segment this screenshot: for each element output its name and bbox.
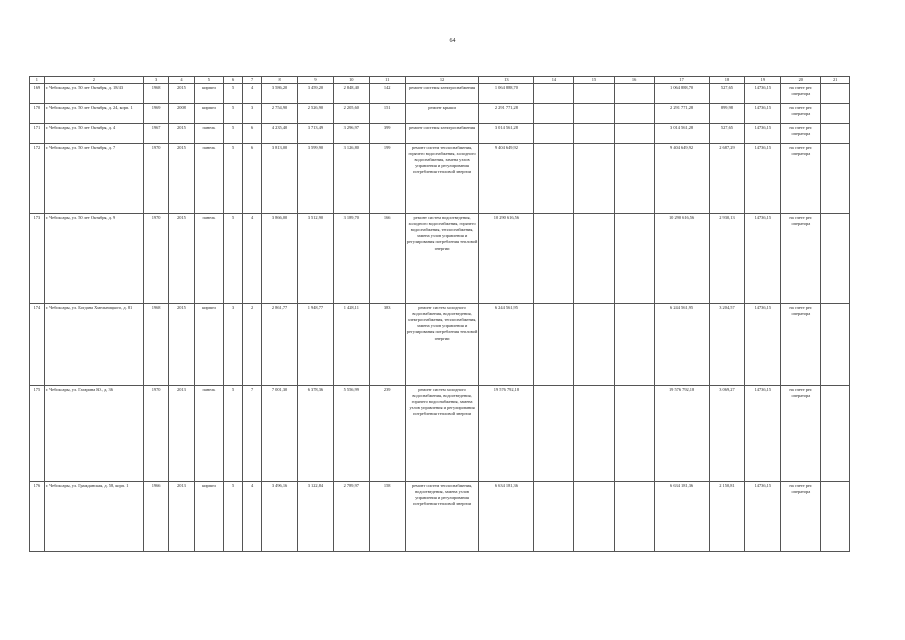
cell-works: ремонт систем теплоснабжения, горячего водоснабжения, холодного водоснабжения, замена узлов управления и регулирования потребления тепловой энергии bbox=[405, 144, 479, 214]
cell-year-built: 1967 bbox=[143, 124, 168, 144]
cell-floors: 5 bbox=[224, 386, 243, 482]
cell-num: 171 bbox=[30, 124, 45, 144]
cell-num: 172 bbox=[30, 144, 45, 214]
cell-limit-cost: 14736,15 bbox=[745, 84, 781, 104]
column-header: 12 bbox=[405, 77, 479, 84]
cell-entrances: 4 bbox=[243, 214, 262, 304]
column-header: 8 bbox=[262, 77, 298, 84]
column-header: 16 bbox=[614, 77, 654, 84]
cell-material: кирпич bbox=[194, 84, 224, 104]
cell-area-total: 3 586,20 bbox=[262, 84, 298, 104]
cell-cost-15 bbox=[574, 104, 614, 124]
cell-col21 bbox=[821, 124, 850, 144]
cell-material: панель bbox=[194, 214, 224, 304]
column-header: 9 bbox=[298, 77, 334, 84]
cell-cost-17: 1 064 888,70 bbox=[654, 84, 709, 104]
column-header: 13 bbox=[479, 77, 534, 84]
cell-area-living: 6 378,36 bbox=[298, 386, 334, 482]
cell-cost-15 bbox=[574, 84, 614, 104]
cell-material: панель bbox=[194, 124, 224, 144]
cell-address: г. Чебоксары, ул. Богдана Хмельницкого, д. 81 bbox=[44, 304, 143, 386]
cell-cost-17: 6 244 561,95 bbox=[654, 304, 709, 386]
cell-num: 170 bbox=[30, 104, 45, 124]
cell-year-plan: 2015 bbox=[169, 304, 194, 386]
cell-cost-per-m2: 527,65 bbox=[709, 124, 745, 144]
cell-num: 169 bbox=[30, 84, 45, 104]
header-row bbox=[30, 77, 850, 84]
cell-cost-16 bbox=[614, 144, 654, 214]
cell-source: на счете рег. оператора bbox=[781, 386, 821, 482]
cell-num: 174 bbox=[30, 304, 45, 386]
cell-cost-16 bbox=[614, 104, 654, 124]
cell-area-living: 2 526,90 bbox=[298, 104, 334, 124]
cell-num: 176 bbox=[30, 482, 45, 552]
cell-cost-14 bbox=[534, 386, 574, 482]
cell-cost-total: 10 290 616,56 bbox=[479, 214, 534, 304]
cell-residents: 399 bbox=[369, 124, 405, 144]
column-header: 7 bbox=[243, 77, 262, 84]
cell-works: ремонт систем холодного водоснабжения, водоотведения, электроснабжения, теплоснабжения, замена узлов управления и регулирования потребления тепловой энергии bbox=[405, 304, 479, 386]
table-row bbox=[30, 144, 850, 214]
cell-area-res: 3 126,80 bbox=[333, 144, 369, 214]
cell-cost-total: 1 064 888,70 bbox=[479, 84, 534, 104]
cell-cost-per-m2: 899,98 bbox=[709, 104, 745, 124]
cell-area-total: 3 866,00 bbox=[262, 214, 298, 304]
cell-cost-16 bbox=[614, 124, 654, 144]
cell-limit-cost: 14736,15 bbox=[745, 304, 781, 386]
cell-cost-16 bbox=[614, 84, 654, 104]
table-row bbox=[30, 104, 850, 124]
cell-area-res: 2 789,97 bbox=[333, 482, 369, 552]
cell-area-living: 3 122,84 bbox=[298, 482, 334, 552]
column-header: 6 bbox=[224, 77, 243, 84]
table-row bbox=[30, 214, 850, 304]
cell-floors: 5 bbox=[224, 214, 243, 304]
cell-address: г. Чебоксары, ул. Гагарина Ю., д. 36 bbox=[44, 386, 143, 482]
cell-limit-cost: 14736,15 bbox=[745, 144, 781, 214]
cell-cost-total: 3 014 561,28 bbox=[479, 124, 534, 144]
cell-cost-17: 3 014 561,28 bbox=[654, 124, 709, 144]
cell-col21 bbox=[821, 304, 850, 386]
cell-year-plan: 2013 bbox=[169, 386, 194, 482]
cell-year-plan: 2015 bbox=[169, 144, 194, 214]
cell-floors: 5 bbox=[224, 84, 243, 104]
cell-entrances: 7 bbox=[243, 386, 262, 482]
cell-entrances: 2 bbox=[243, 304, 262, 386]
table-row bbox=[30, 386, 850, 482]
table-row bbox=[30, 482, 850, 552]
cell-cost-14 bbox=[534, 84, 574, 104]
cell-works: ремонт систем водоотведения, холодного водоснабжения, горячего водоснабжения, теплоснабжения, замена узлов управления и регулирования потребления тепловой энергии bbox=[405, 214, 479, 304]
cell-cost-14 bbox=[534, 214, 574, 304]
column-header: 17 bbox=[654, 77, 709, 84]
cell-source: на счете рег. оператора bbox=[781, 482, 821, 552]
column-header: 5 bbox=[194, 77, 224, 84]
cell-material: панель bbox=[194, 144, 224, 214]
cell-year-plan: 2015 bbox=[169, 214, 194, 304]
cell-material: кирпич bbox=[194, 482, 224, 552]
column-header: 19 bbox=[745, 77, 781, 84]
cell-area-res: 2 848,40 bbox=[333, 84, 369, 104]
cell-works: ремонт системы электроснабжения bbox=[405, 124, 479, 144]
cell-year-built: 1969 bbox=[143, 104, 168, 124]
cell-cost-15 bbox=[574, 124, 614, 144]
cell-works: ремонт систем холодного водоснабжения, водоотведения, горячего водоснабжения, замена узлов управления и регулирования потребления тепловой энергии bbox=[405, 386, 479, 482]
page-number: 64 bbox=[449, 38, 456, 44]
cell-source: на счете рег. оператора bbox=[781, 144, 821, 214]
cell-works: ремонт системы электроснабжения bbox=[405, 84, 479, 104]
cell-year-plan: 2008 bbox=[169, 104, 194, 124]
cell-source: на счете рег. оператора bbox=[781, 304, 821, 386]
cell-cost-per-m2: 2 150,81 bbox=[709, 482, 745, 552]
cell-year-built: 1970 bbox=[143, 214, 168, 304]
cell-area-res: 1 428,11 bbox=[333, 304, 369, 386]
cell-col21 bbox=[821, 386, 850, 482]
cell-area-living: 3 512,90 bbox=[298, 214, 334, 304]
table-row bbox=[30, 124, 850, 144]
cell-limit-cost: 14736,15 bbox=[745, 214, 781, 304]
cell-area-res: 3 296,97 bbox=[333, 124, 369, 144]
cell-residents: 239 bbox=[369, 386, 405, 482]
cell-address: г. Чебоксары, ул. 50 лет Октября, д. 18/43 bbox=[44, 84, 143, 104]
cell-floors: 3 bbox=[224, 304, 243, 386]
cell-num: 173 bbox=[30, 214, 45, 304]
cell-floors: 5 bbox=[224, 124, 243, 144]
cell-limit-cost: 14736,15 bbox=[745, 386, 781, 482]
cell-cost-16 bbox=[614, 304, 654, 386]
cell-area-res: 3 189,70 bbox=[333, 214, 369, 304]
cell-area-total: 3 496,16 bbox=[262, 482, 298, 552]
cell-cost-total: 6 244 561,95 bbox=[479, 304, 534, 386]
cell-residents: 199 bbox=[369, 144, 405, 214]
cell-entrances: 6 bbox=[243, 124, 262, 144]
cell-area-living: 3 599,90 bbox=[298, 144, 334, 214]
cell-area-res: 2 205,60 bbox=[333, 104, 369, 124]
cell-cost-17: 19 576 792,18 bbox=[654, 386, 709, 482]
cell-year-built: 1968 bbox=[143, 84, 168, 104]
cell-limit-cost: 14736,15 bbox=[745, 104, 781, 124]
cell-area-living: 3 713,49 bbox=[298, 124, 334, 144]
cell-cost-14 bbox=[534, 104, 574, 124]
cell-cost-per-m2: 527,65 bbox=[709, 84, 745, 104]
cell-cost-per-m2: 2 930,13 bbox=[709, 214, 745, 304]
cell-year-built: 1966 bbox=[143, 482, 168, 552]
cell-cost-15 bbox=[574, 386, 614, 482]
cell-address: г. Чебоксары, ул. Гражданская, д. 58, корп. 1 bbox=[44, 482, 143, 552]
cell-cost-14 bbox=[534, 304, 574, 386]
cell-num: 175 bbox=[30, 386, 45, 482]
column-header: 2 bbox=[44, 77, 143, 84]
cell-floors: 5 bbox=[224, 104, 243, 124]
cell-limit-cost: 14736,15 bbox=[745, 482, 781, 552]
cell-source: на счете рег. оператора bbox=[781, 124, 821, 144]
cell-source: на счете рег. оператора bbox=[781, 214, 821, 304]
cell-source: на счете рег. оператора bbox=[781, 84, 821, 104]
column-header: 15 bbox=[574, 77, 614, 84]
column-header: 10 bbox=[333, 77, 369, 84]
table-row bbox=[30, 84, 850, 104]
cell-cost-16 bbox=[614, 482, 654, 552]
cell-residents: 166 bbox=[369, 214, 405, 304]
cell-area-total: 7 001,30 bbox=[262, 386, 298, 482]
cell-entrances: 6 bbox=[243, 144, 262, 214]
cell-area-living: 1 948,77 bbox=[298, 304, 334, 386]
cell-col21 bbox=[821, 144, 850, 214]
cell-col21 bbox=[821, 482, 850, 552]
cell-residents: 158 bbox=[369, 482, 405, 552]
cell-material: кирпич bbox=[194, 304, 224, 386]
cell-area-res: 5 556,99 bbox=[333, 386, 369, 482]
cell-area-total: 2 754,90 bbox=[262, 104, 298, 124]
cell-cost-per-m2: 3 204,57 bbox=[709, 304, 745, 386]
cell-col21 bbox=[821, 104, 850, 124]
cell-residents: 151 bbox=[369, 104, 405, 124]
cell-works: ремонт систем теплоснабжения, водоотведения, замена узлов управления и регулирования потребления тепловой энергии bbox=[405, 482, 479, 552]
column-header: 14 bbox=[534, 77, 574, 84]
cell-cost-14 bbox=[534, 144, 574, 214]
cell-cost-total: 2 291 771,28 bbox=[479, 104, 534, 124]
cell-area-total: 4 235,40 bbox=[262, 124, 298, 144]
column-header: 21 bbox=[821, 77, 850, 84]
cell-col21 bbox=[821, 84, 850, 104]
cell-floors: 5 bbox=[224, 144, 243, 214]
cell-cost-total: 9 404 649,92 bbox=[479, 144, 534, 214]
cell-cost-17: 10 290 616,56 bbox=[654, 214, 709, 304]
cell-cost-17: 6 634 181,36 bbox=[654, 482, 709, 552]
cell-area-total: 3 813,00 bbox=[262, 144, 298, 214]
cell-year-built: 1970 bbox=[143, 144, 168, 214]
cell-source: на счете рег. оператора bbox=[781, 104, 821, 124]
column-header: 1 bbox=[30, 77, 45, 84]
cell-cost-14 bbox=[534, 482, 574, 552]
column-header: 11 bbox=[369, 77, 405, 84]
capital-repair-table bbox=[29, 76, 850, 552]
cell-year-built: 1968 bbox=[143, 304, 168, 386]
cell-address: г. Чебоксары, ул. 50 лет Октября, д. 24, корп. 1 bbox=[44, 104, 143, 124]
column-header: 4 bbox=[169, 77, 194, 84]
cell-cost-15 bbox=[574, 482, 614, 552]
cell-limit-cost: 14736,15 bbox=[745, 124, 781, 144]
column-header: 20 bbox=[781, 77, 821, 84]
cell-floors: 5 bbox=[224, 482, 243, 552]
cell-cost-per-m2: 2 687,29 bbox=[709, 144, 745, 214]
cell-area-total: 2 861,77 bbox=[262, 304, 298, 386]
cell-material: кирпич bbox=[194, 104, 224, 124]
cell-year-plan: 2013 bbox=[169, 482, 194, 552]
cell-address: г. Чебоксары, ул. 50 лет Октября, д. 7 bbox=[44, 144, 143, 214]
cell-works: ремонт крыши bbox=[405, 104, 479, 124]
cell-year-plan: 2015 bbox=[169, 124, 194, 144]
cell-residents: 142 bbox=[369, 84, 405, 104]
cell-cost-17: 2 291 771,28 bbox=[654, 104, 709, 124]
cell-entrances: 4 bbox=[243, 84, 262, 104]
cell-year-built: 1970 bbox=[143, 386, 168, 482]
cell-address: г. Чебоксары, ул. 50 лет Октября, д. 9 bbox=[44, 214, 143, 304]
cell-entrances: 3 bbox=[243, 104, 262, 124]
cell-cost-16 bbox=[614, 214, 654, 304]
cell-cost-total: 19 576 792,18 bbox=[479, 386, 534, 482]
cell-year-plan: 2015 bbox=[169, 84, 194, 104]
column-header: 18 bbox=[709, 77, 745, 84]
cell-cost-16 bbox=[614, 386, 654, 482]
column-header: 3 bbox=[143, 77, 168, 84]
table-row bbox=[30, 304, 850, 386]
cell-address: г. Чебоксары, ул. 50 лет Октября, д. 4 bbox=[44, 124, 143, 144]
cell-cost-total: 6 634 181,36 bbox=[479, 482, 534, 552]
cell-col21 bbox=[821, 214, 850, 304]
cell-material: панель bbox=[194, 386, 224, 482]
cell-cost-15 bbox=[574, 144, 614, 214]
cell-area-living: 3 459,20 bbox=[298, 84, 334, 104]
cell-cost-14 bbox=[534, 124, 574, 144]
cell-cost-15 bbox=[574, 214, 614, 304]
cell-entrances: 4 bbox=[243, 482, 262, 552]
cell-cost-15 bbox=[574, 304, 614, 386]
cell-residents: 383 bbox=[369, 304, 405, 386]
cell-cost-per-m2: 3 069,27 bbox=[709, 386, 745, 482]
cell-cost-17: 9 404 649,92 bbox=[654, 144, 709, 214]
